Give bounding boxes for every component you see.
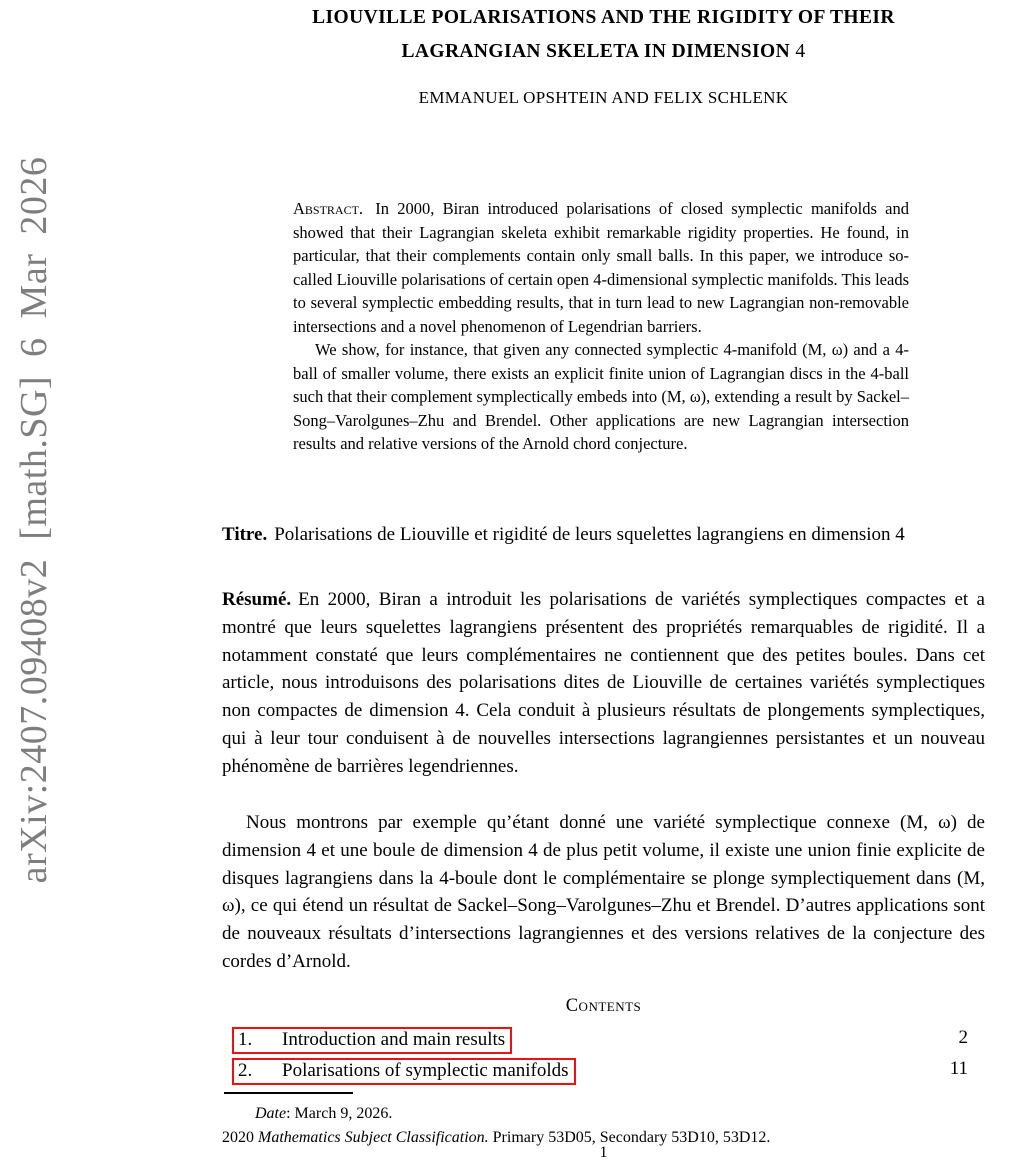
resume-label: Résumé. xyxy=(222,589,292,610)
abstract-block xyxy=(293,197,909,456)
toc-page-number: 2 xyxy=(958,1027,968,1048)
french-second-paragraph: Nous montrons par exemple qu’étant donné une variété symplectique connexe (M, ω) de dimension 4 et une boule de dimension 4 de plus petit volume, il existe une union finie explicite de disques lagrangiens dans la 4-boule dont le complémentaire se plonge symplectiquement dans (M, ω), ce qui étend un résultat de Sackel–Song–Varolgunes–Zhu et Brendel. D’autres applications sont de nouveaux résultats d’intersections lagrangiennes et des versions relatives de la conjecture des cordes d’Arnold. xyxy=(222,812,985,972)
abstract-paragraph-1 xyxy=(293,197,909,338)
page-number: 1 xyxy=(599,1144,608,1161)
paper-title xyxy=(222,1,985,69)
toc-item-number: 2. xyxy=(238,1060,253,1081)
french-resume-paragraph xyxy=(222,586,985,781)
msc-year: 2020 xyxy=(222,1129,258,1146)
footnote-rule xyxy=(224,1092,353,1094)
toc-item-title: Polarisations of symplectic manifolds xyxy=(282,1060,569,1081)
paper-title-line2: LAGRANGIAN SKELETA IN DIMENSION 4 xyxy=(401,41,806,62)
table-of-contents xyxy=(232,1027,978,1089)
msc-title: Mathematics Subject Classification. xyxy=(258,1129,489,1146)
date-value: : March 9, 2026. xyxy=(286,1105,393,1122)
titre-label: Titre. xyxy=(222,524,268,545)
toc-item-number: 1. xyxy=(238,1029,253,1050)
arxiv-watermark: arXiv:2407.09408v2 [math.SG] 6 Mar 2026 xyxy=(13,156,55,884)
french-title-paragraph xyxy=(222,521,985,549)
toc-page-number: 11 xyxy=(949,1058,968,1079)
title-dimension-number: 4 xyxy=(795,41,806,62)
resume-text: En 2000, Biran a introduit les polarisations de variétés symplectiques compactes et a montré que leurs squelettes lagrangiens présentent des propriétés remarquables de rigidité. Il a notamment constaté que leurs complémentaires ne contiennent que des petites boules. Dans cet article, nous introduisons des polarisations dites de Liouville de certaines variétés symplectiques non compactes de dimension 4. Cela conduit à plusieurs résultats de plongements symplectiques, qui à leur tour conduisent à de nouvelles intersections lagrangiennes persistantes et un nouveau phénomène de barrières legendriennes. xyxy=(222,589,985,777)
date-label: Date xyxy=(255,1105,287,1122)
toc-row xyxy=(232,1058,978,1085)
toc-row xyxy=(232,1027,978,1054)
toc-link-introduction[interactable] xyxy=(232,1027,512,1054)
msc-codes: Primary 53D05, Secondary 53D10, 53D12. xyxy=(488,1129,771,1146)
paper-title-line1: LIOUVILLE POLARISATIONS AND THE RIGIDITY OF THEIR xyxy=(312,7,895,28)
contents-heading: Contents xyxy=(565,996,642,1016)
toc-item-title: Introduction and main results xyxy=(282,1029,506,1050)
toc-link-polarisations[interactable] xyxy=(232,1058,576,1085)
abstract-text-1: In 2000, Biran introduced polarisations of closed symplectic manifolds and showed that their Lagrangian skeleta exhibit remarkable rigidity properties. He found, in particular, that their complements contain only small balls. In this paper, we introduce so-called Liouville polarisations of certain open 4-dimensional symplectic manifolds. This leads to several symplectic embedding results, that in turn lead to new Lagrangian non-removable intersections and a novel phenomenon of Legendrian barriers. xyxy=(293,199,909,336)
abstract-label: Abstract. xyxy=(293,199,364,218)
titre-text: Polarisations de Liouville et rigidité de leurs squelettes lagrangiens en dimension 4 xyxy=(274,524,905,545)
authors-line: EMMANUEL OPSHTEIN AND FELIX SCHLENK xyxy=(418,88,789,107)
abstract-paragraph-2: We show, for instance, that given any connected symplectic 4-manifold (M, ω) and a 4-ball of smaller volume, there exists an explicit finite union of Lagrangian discs in the 4-ball such that their complement symplectically embeds into (M, ω), extending a result by Sackel–Song–Varolgunes–Zhu and Brendel. Other applications are new Lagrangian intersection results and relative versions of the Arnold chord conjecture. xyxy=(293,340,909,453)
date-line xyxy=(222,1102,985,1126)
